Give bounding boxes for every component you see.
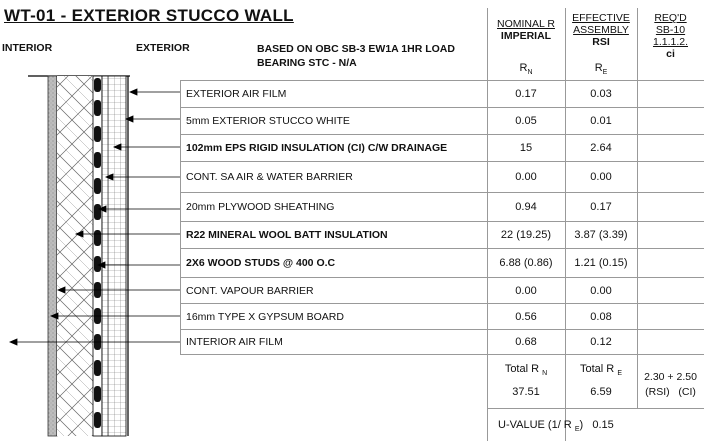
effective-symbol: $R_E$ [594,62,608,77]
layer-label: INTERIOR AIR FILM [186,336,283,348]
table-row [180,330,704,355]
exterior-label: EXTERIOR [136,42,190,54]
effective-value: 0.12 [590,336,612,348]
nominal-value: 0.68 [515,336,537,348]
required-total: 2.30 + 2.50 (RSI) (CI) [644,371,697,398]
table-row [180,193,704,222]
layer-label: 102mm EPS RIGID INSULATION (CI) C/W DRAINAGE [186,142,448,154]
batt-insulation-layer [57,76,93,436]
effective-value: 1.21 (0.15) [574,257,628,269]
layer-label: 5mm EXTERIOR STUCCO WHITE [186,115,350,127]
effective-value: 0.01 [590,115,612,127]
layer-label: CONT. VAPOUR BARRIER [186,284,314,297]
layer-label: R22 MINERAL WOOL BATT INSULATION [186,229,388,241]
nominal-symbol: $R_N$ [519,62,533,77]
nominal-value: 22 (19.25) [500,229,552,241]
nominal-value: 0.00 [515,284,537,297]
u-value-number: 0.15 [592,419,614,431]
nominal-total: Total R $_N$ 37.51 [487,360,565,401]
effective-column-header: EFFECTIVE ASSEMBLY RSI [572,12,630,48]
table-row [180,278,704,304]
nominal-value: 0.05 [515,115,537,127]
basis-text [257,42,455,70]
nominal-value: 0.56 [515,310,537,323]
layer-label: 2X6 WOOD STUDS @ 400 O.C [186,257,336,269]
table-row [180,222,704,249]
nominal-total-value: 37.51 [512,386,540,399]
nominal-value: 0.94 [515,201,537,213]
table-row [180,81,704,108]
layer-label: EXTERIOR AIR FILM [186,88,287,100]
layer-label: CONT. SA AIR & WATER BARRIER [186,171,353,183]
nominal-value: 0.00 [515,171,537,183]
required-column-header: REQ'D SB-10 1.1.1.2. ci [652,12,689,60]
layer-label: 20mm PLYWOOD SHEATHING [186,201,335,213]
effective-value: 0.03 [590,88,612,100]
effective-total-value: 6.59 [590,386,612,399]
table-row [180,249,704,278]
effective-value: 0.00 [590,171,612,183]
basis-line2: BEARING STC - N/A [257,57,357,69]
effective-value: 0.00 [590,284,612,297]
table-row [180,304,704,330]
nominal-column-header: NOMINAL R IMPERIAL [497,18,555,42]
effective-value: 3.87 (3.39) [574,229,628,241]
nominal-value: 0.17 [515,88,537,100]
nominal-value: 6.88 (0.86) [499,257,553,269]
table-row [180,135,704,162]
table-row [180,162,704,193]
gypsum-board-layer [48,76,57,436]
layer-label: 16mm TYPE X GYPSUM BOARD [186,310,344,323]
effective-value: 2.64 [590,142,612,154]
u-value: U-VALUE (1/ R $_E$) 0.15 [498,419,614,434]
nominal-value: 15 [519,142,533,154]
effective-value: 0.17 [590,201,612,213]
rigid-insulation-layer [102,76,126,436]
basis-line1: BASED ON OBC SB-3 EW1A 1HR LOAD [257,43,455,55]
table-row [180,108,704,135]
effective-value: 0.08 [590,310,612,323]
page-title: WT-01 - EXTERIOR STUCCO WALL [4,6,294,25]
effective-total: Total R $_E$ 6.59 [565,360,637,401]
wall-section-diagram [0,0,180,441]
interior-label: INTERIOR [2,42,53,54]
